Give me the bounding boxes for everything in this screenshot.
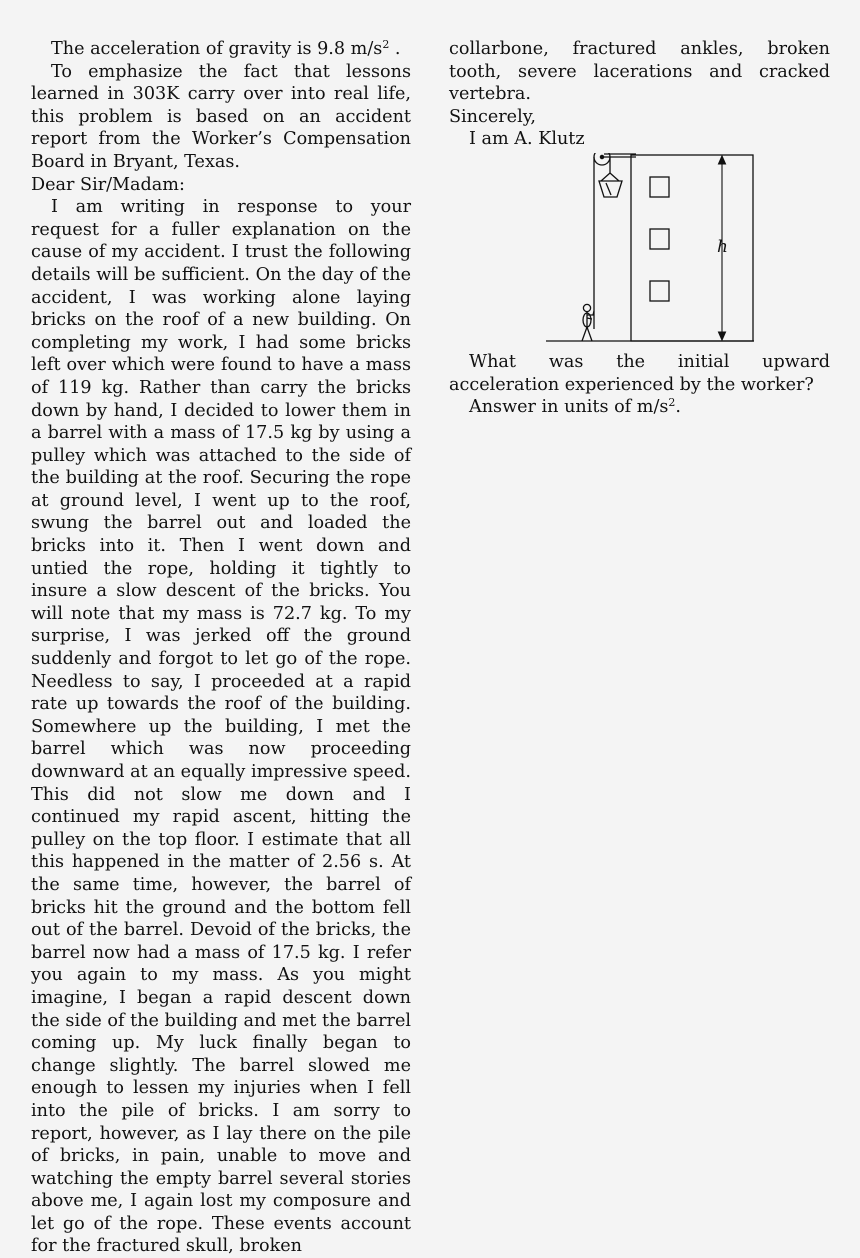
height-label: h [717, 236, 728, 257]
building-pulley-figure [544, 153, 830, 347]
signature: I am A. Klutz [469, 129, 585, 150]
closing: Sincerely, [449, 106, 536, 127]
window [650, 177, 669, 197]
building [631, 155, 753, 341]
letter-continued: collarbone, fractured ankles, broken tooth, severe lacerations and cracked vertebra. [449, 39, 830, 105]
salutation: Dear Sir/Madam: [31, 174, 185, 195]
worker-icon [582, 304, 594, 341]
answer-units: Answer in units of $m/s^2$. [469, 396, 682, 418]
left-column [31, 38, 411, 1258]
question: What was the initial upward acceleration experienced by the worker? [449, 351, 830, 395]
right-column [449, 38, 830, 419]
window [650, 229, 669, 249]
window [650, 281, 669, 301]
intro-paragraph: To emphasize the fact that lessons learned in 303K carry over into real life, this problem is based on an accident report from the Worker’s Compensation Board in Bryant, Texas. [31, 61, 411, 172]
letter-body: I am writing in response to your request for a fuller explanation on the cause of my accident. I trust the following details will be sufficient. On the day of the accident, I was working alone laying bricks on the roof of a new building. On completing my work, I had some bricks left over which were found to have a mass of 119 kg. Rather than carry the bricks down by hand, I decided to lower them in a barrel with a mass of 17.5 kg by using a pulley which was attached to the side of the building at the roof. Securing the rope at ground level, I went up to the roof, swung the barrel out and loaded the bricks into it. Then I went down and untied the rope, holding it tightly to insure a slow descent of the bricks. You will note that my mass is 72.7 kg. To my surprise, I was jerked off the ground suddenly and forgot to let go of the rope. Needless to say, I proceeded at a rapid rate up towards the roof of the building. Somewhere up the building, I met the barrel which was now proceeding downward at an equally impressive speed. This did not slow me down and I continued my rapid ascent, hitting the pulley on the top floor. I estimate that all this happened in the matter of 2.56 s. At the same time, however, the barrel of bricks hit the ground and the bottom fell out of the barrel. Devoid of the bricks, the barrel now had a mass of 17.5 kg. I refer you again to my mass. As you might imagine, I began a rapid descent down the side of the building and met the barrel coming up. My luck finally began to change slightly. The barrel slowed me enough to lessen my injuries when I fell into the pile of bricks. I am sorry to report, however, as I lay there on the pile of bricks, in pain, unable to move and watching the empty barrel several stories above me, I again lost my composure and let go of the rope. These events account for the fractured skull, broken [31, 197, 411, 1257]
gravity-statement: The acceleration of gravity is 9.8 $m/s^2$ . [51, 38, 401, 59]
